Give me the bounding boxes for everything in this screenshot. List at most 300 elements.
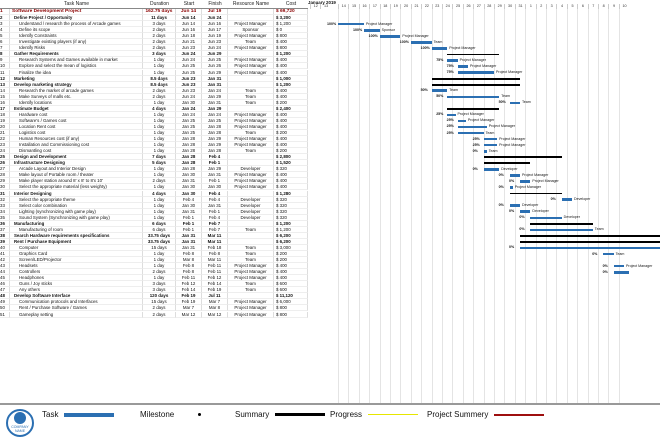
- task-cell: Logistics cost: [10, 130, 143, 136]
- grid-line: [504, 9, 505, 404]
- resource-label: Developer: [574, 197, 591, 202]
- day-label: 12: [310, 4, 320, 9]
- finish-cell: Feb 4: [202, 197, 228, 203]
- id-cell: 45: [0, 275, 10, 281]
- start-cell: Mar 8: [176, 257, 202, 263]
- day-label: 16: [359, 4, 369, 9]
- task-bar[interactable]: [520, 180, 530, 183]
- cost-cell: $ 600: [274, 281, 308, 287]
- start-cell: Jan 30: [176, 172, 202, 178]
- task-bar[interactable]: [603, 253, 613, 256]
- cost-cell: $ 800: [274, 33, 308, 39]
- task-bar[interactable]: [338, 23, 364, 26]
- grid-line: [432, 9, 433, 404]
- task-bar[interactable]: [458, 132, 484, 135]
- duration-cell: 2 days: [143, 33, 176, 39]
- company-logo: [6, 409, 34, 437]
- finish-cell: Feb 18: [202, 245, 228, 251]
- finish-cell: Feb 4: [202, 215, 228, 221]
- cost-cell: $ 200: [274, 148, 308, 154]
- resource-cell: Project Manager: [228, 184, 274, 190]
- cost-cell: $ 320: [274, 166, 308, 172]
- summary-bar[interactable]: [432, 84, 520, 86]
- id-cell: 48: [0, 293, 10, 299]
- resource-label: Team: [522, 100, 531, 105]
- task-cell: Select color combination: [10, 203, 143, 209]
- cost-cell: $ 6,000: [274, 299, 308, 305]
- grid-line: [588, 9, 589, 404]
- task-cell: Graphics Card: [10, 251, 143, 257]
- resource-cell: Team: [228, 227, 274, 233]
- task-header[interactable]: Task Name: [10, 0, 143, 9]
- day-label: 14: [338, 4, 348, 9]
- percent-complete-label: 0%: [509, 245, 515, 250]
- duration-cell: 6 days: [143, 227, 176, 233]
- duration-cell: 3 days: [143, 287, 176, 293]
- id-cell: 32: [0, 197, 10, 203]
- summary-bar[interactable]: [447, 54, 499, 56]
- task-bar[interactable]: [614, 271, 630, 274]
- percent-complete-label: 75%: [446, 63, 454, 68]
- id-cell: 35: [0, 215, 10, 221]
- task-bar[interactable]: [520, 247, 660, 250]
- percent-complete-label: 0%: [509, 178, 515, 183]
- task-bar[interactable]: [447, 59, 457, 62]
- percent-complete-label: 100%: [327, 21, 337, 26]
- resource-label: Developer: [501, 166, 518, 171]
- finish-cell: Jun 17: [202, 27, 228, 33]
- percent-complete-label: 0%: [498, 172, 504, 177]
- resource-label: Project Manager: [457, 112, 484, 117]
- cost-cell: $ 200: [274, 130, 308, 136]
- grid-line: [390, 9, 391, 404]
- percent-complete-label: 0%: [472, 166, 478, 171]
- duration-cell: 1 day: [143, 142, 176, 148]
- resource-cell: Team: [228, 39, 274, 45]
- day-label: 20: [400, 4, 410, 9]
- cost-cell: $ 1,200: [274, 21, 308, 27]
- task-bar[interactable]: [411, 41, 432, 44]
- start-cell: Jun 23: [176, 88, 202, 94]
- start-cell: Jun 18: [176, 33, 202, 39]
- cost-cell: $ 1,200: [274, 82, 308, 88]
- legend-item-task: [42, 410, 114, 419]
- resource-cell: Project Manager: [228, 136, 274, 142]
- resource-cell: Project Manager: [228, 312, 274, 318]
- resource-label: Project Manager: [366, 21, 393, 26]
- duration-cell: 1 day: [143, 63, 176, 69]
- grid-line: [348, 9, 349, 404]
- finish-cell: Feb 8: [202, 251, 228, 257]
- gantt-timeline: [308, 0, 660, 404]
- finish-cell: Mar 11: [202, 257, 228, 263]
- day-label: 30: [504, 4, 514, 9]
- resource-label: Project Manager: [499, 142, 526, 147]
- legend-swatch: [368, 414, 418, 415]
- duration-cell: 1 day: [143, 148, 176, 154]
- finish-cell: Jan 24: [202, 112, 228, 118]
- task-bar[interactable]: [484, 150, 487, 153]
- grid-line: [380, 9, 381, 404]
- task-bar[interactable]: [458, 126, 487, 129]
- cost-cell: $ 1,200: [274, 227, 308, 233]
- id-cell: 22: [0, 136, 10, 142]
- duration-cell: 1 day: [143, 57, 176, 63]
- duration-cell: 3 days: [143, 281, 176, 287]
- finish-cell: Jun 26: [202, 63, 228, 69]
- summary-bar[interactable]: [484, 162, 531, 164]
- summary-bar[interactable]: [510, 193, 562, 195]
- start-cell: Jun 21: [176, 39, 202, 45]
- percent-complete-label: 25%: [436, 112, 444, 117]
- task-cell: Lighting (synchronizing with game play): [10, 209, 143, 215]
- task-cell: Rent / Purchase Equipment: [10, 239, 143, 245]
- duration-cell: 162.75 days: [143, 9, 176, 15]
- summary-bar[interactable]: [484, 156, 562, 158]
- percent-complete-label: 0%: [602, 263, 608, 268]
- task-bar[interactable]: [458, 65, 468, 68]
- duration-cell: 1 day: [143, 130, 176, 136]
- id-cell: 12: [0, 76, 10, 82]
- finish-cell: Mar 12: [202, 312, 228, 318]
- task-cell: Make Surveys of malls etc.: [10, 94, 143, 100]
- finish-cell: Jan 29: [202, 142, 228, 148]
- finish-cell: Jan 24: [202, 88, 228, 94]
- resource-cell: Team: [228, 245, 274, 251]
- task-cell: Make player station around 8' x 8' to 8'x 10': [10, 178, 143, 184]
- finish-cell: Jan 29: [202, 166, 228, 172]
- summary-bar[interactable]: [520, 241, 660, 243]
- resource-cell: Project Manager: [228, 70, 274, 76]
- task-cell: Computer: [10, 245, 143, 251]
- id-cell: 51: [0, 312, 10, 318]
- id-cell: 16: [0, 100, 10, 106]
- task-bar[interactable]: [458, 71, 494, 74]
- duration-cell: 1 day: [143, 172, 176, 178]
- start-cell: Jan 24: [176, 106, 202, 112]
- task-cell: Guns / Joy sticks: [10, 281, 143, 287]
- resource-cell: Developer: [228, 166, 274, 172]
- start-cell: Feb 19: [176, 299, 202, 305]
- id-cell: 43: [0, 263, 10, 269]
- resource-label: Developer: [563, 215, 580, 220]
- duration-cell: 1 day: [143, 166, 176, 172]
- resource-label: Team: [594, 227, 604, 232]
- duration-cell: 7 days: [143, 154, 176, 160]
- task-bar[interactable]: [510, 186, 513, 189]
- task-bar[interactable]: [510, 174, 520, 177]
- task-bar[interactable]: [562, 198, 572, 201]
- duration-cell: 1 day: [143, 197, 176, 203]
- finish-cell: Jun 16: [202, 21, 228, 27]
- resource-cell: Team: [228, 88, 274, 94]
- start-cell: Jun 25: [176, 70, 202, 76]
- duration-cell: 2 days: [143, 45, 176, 51]
- task-cell: Communication protocols and Interfaces: [10, 299, 143, 305]
- duration-cell: 6 days: [143, 221, 176, 227]
- start-cell: Jun 25: [176, 63, 202, 69]
- legend-item-milestone: [140, 410, 201, 419]
- finish-cell: Jun 24: [202, 45, 228, 51]
- cost-cell: $ 0: [274, 27, 308, 33]
- id-cell: 3: [0, 21, 10, 27]
- duration-cell: 4 days: [143, 106, 176, 112]
- percent-complete-label: 0%: [509, 209, 515, 214]
- duration-cell: 2 days: [143, 178, 176, 184]
- task-cell: Software Development Project: [10, 9, 143, 15]
- grid-line: [556, 9, 557, 404]
- duration-cell: 120 days: [143, 293, 176, 299]
- task-cell: Research Systems and Games available in market: [10, 57, 143, 63]
- finish-cell: Jan 31: [202, 82, 228, 88]
- duration-cell: 1 day: [143, 136, 176, 142]
- finish-header[interactable]: Finish: [202, 0, 228, 9]
- cost-cell: $ 800: [274, 305, 308, 311]
- finish-cell: Feb 1: [202, 160, 228, 166]
- day-label: 17: [369, 4, 379, 9]
- id-cell: 25: [0, 154, 10, 160]
- start-cell: Jan 25: [176, 130, 202, 136]
- cost-cell: $ 400: [274, 112, 308, 118]
- legend-bar: [0, 404, 660, 440]
- start-cell: Jun 24: [176, 94, 202, 100]
- duration-header[interactable]: Duration: [143, 0, 176, 9]
- cost-cell: $ 400: [274, 70, 308, 76]
- day-label: 27: [473, 4, 483, 9]
- id-cell: 40: [0, 245, 10, 251]
- resource-cell: Project Manager: [228, 275, 274, 281]
- id-cell: 37: [0, 227, 10, 233]
- finish-cell: Jan 31: [202, 100, 228, 106]
- resource-cell: Developer: [228, 209, 274, 215]
- start-cell: Jan 24: [176, 112, 202, 118]
- resource-cell: Project Manager: [228, 112, 274, 118]
- resource-label: Project Manager: [626, 263, 653, 268]
- id-cell: 6: [0, 39, 10, 45]
- id-cell: 11: [0, 70, 10, 76]
- legend-swatch: [275, 413, 325, 416]
- resource-cell: Project Manager: [228, 118, 274, 124]
- id-cell: 14: [0, 88, 10, 94]
- task-cell: Select the appropriate material (less weighty): [10, 184, 143, 190]
- day-label: 15: [348, 4, 358, 9]
- id-cell: 34: [0, 209, 10, 215]
- cost-cell: $ 400: [274, 57, 308, 63]
- summary-bar[interactable]: [530, 223, 592, 225]
- resource-label: Team: [433, 39, 443, 44]
- start-cell: Jan 30: [176, 184, 202, 190]
- resource-label: Project Manager: [514, 184, 542, 189]
- percent-complete-label: 25%: [446, 130, 454, 135]
- finish-cell: Feb 11: [202, 263, 228, 269]
- id-cell: 23: [0, 142, 10, 148]
- cost-header[interactable]: Cost: [274, 0, 308, 9]
- resource-label: Developer: [532, 209, 549, 214]
- day-label: 10: [619, 4, 629, 9]
- task-bar[interactable]: [530, 217, 561, 220]
- resource-label: Project Manager: [402, 33, 429, 38]
- finish-cell: Mar 8: [202, 305, 228, 311]
- month-label: January 2019: [308, 0, 336, 5]
- start-cell: Jun 14: [176, 21, 202, 27]
- summary-bar[interactable]: [520, 235, 660, 237]
- id-cell: 38: [0, 233, 10, 239]
- grid-line: [442, 9, 443, 404]
- id-cell: 41: [0, 251, 10, 257]
- finish-cell: Mar 11: [202, 239, 228, 245]
- task-bar[interactable]: [484, 144, 498, 147]
- duration-cell: 1 day: [143, 124, 176, 130]
- task-bar[interactable]: [432, 89, 448, 92]
- duration-cell: 1 day: [143, 70, 176, 76]
- finish-cell: Jul 11: [202, 293, 228, 299]
- duration-cell: 3 days: [143, 51, 176, 57]
- id-cell: 26: [0, 160, 10, 166]
- start-cell: Jan 31: [176, 239, 202, 245]
- task-bar[interactable]: [484, 138, 498, 141]
- start-cell: Feb 8: [176, 269, 202, 275]
- grid-line: [463, 9, 464, 404]
- duration-cell: 11 days: [143, 15, 176, 21]
- cost-cell: $ 400: [274, 94, 308, 100]
- finish-cell: Mar 7: [202, 299, 228, 305]
- legend-swatch: [494, 414, 544, 416]
- cost-cell: $ 200: [274, 251, 308, 257]
- duration-cell: 2 days: [143, 88, 176, 94]
- grid-line: [608, 9, 609, 404]
- summary-bar[interactable]: [432, 78, 520, 80]
- task-bar[interactable]: [484, 168, 500, 171]
- task-cell: Any others: [10, 287, 143, 293]
- finish-cell: Jan 25: [202, 118, 228, 124]
- start-cell: Feb 8: [176, 263, 202, 269]
- resource-label: Project Manager: [459, 57, 486, 62]
- duration-cell: 15 days: [143, 299, 176, 305]
- cost-cell: $ 1,280: [274, 191, 308, 197]
- id-cell: 21: [0, 130, 10, 136]
- id-cell: 10: [0, 63, 10, 69]
- grid-line: [411, 9, 412, 404]
- id-cell: 2: [0, 15, 10, 21]
- resource-cell: Team: [228, 287, 274, 293]
- resource-cell: Team: [228, 100, 274, 106]
- resource-cell: Project Manager: [228, 57, 274, 63]
- start-cell: Jan 28: [176, 160, 202, 166]
- id-cell: 4: [0, 27, 10, 33]
- finish-cell: Feb 1: [202, 209, 228, 215]
- resource-cell: Team: [228, 130, 274, 136]
- resource-cell: Project Manager: [228, 178, 274, 184]
- finish-cell: Jan 31: [202, 203, 228, 209]
- resource-header[interactable]: Resource Name: [228, 0, 274, 9]
- task-bar[interactable]: [510, 102, 520, 105]
- task-cell: Identify Constraints: [10, 33, 143, 39]
- start-cell: Jun 24: [176, 57, 202, 63]
- start-cell: Jan 30: [176, 203, 202, 209]
- task-bar[interactable]: [447, 114, 455, 117]
- resource-cell: Team: [228, 94, 274, 100]
- summary-bar[interactable]: [447, 108, 499, 110]
- duration-cell: 1 day: [143, 209, 176, 215]
- task-cell: Software's / Games cost: [10, 118, 143, 124]
- day-label: 6: [577, 4, 587, 9]
- legend-swatch: [198, 413, 201, 416]
- task-bar[interactable]: [432, 47, 448, 50]
- task-bar[interactable]: [380, 35, 401, 38]
- finish-cell: Feb 4: [202, 154, 228, 160]
- resource-label: Team: [488, 148, 498, 153]
- duration-cell: 4 days: [143, 191, 176, 197]
- id-cell: 24: [0, 148, 10, 154]
- duration-cell: 8.5 days: [143, 76, 176, 82]
- start-cell: Jun 14: [176, 15, 202, 21]
- percent-complete-label: 0%: [592, 251, 598, 256]
- task-cell: Identify Risks: [10, 45, 143, 51]
- day-label: 29: [494, 4, 504, 9]
- start-cell: Feb 1: [176, 221, 202, 227]
- task-cell: Define Project / Opportunity: [10, 15, 143, 21]
- task-bar[interactable]: [447, 96, 499, 99]
- task-bar[interactable]: [614, 265, 624, 268]
- id-cell: 13: [0, 82, 10, 88]
- start-cell: Feb 8: [176, 251, 202, 257]
- finish-cell: Jun 19: [202, 33, 228, 39]
- task-cell: Headphones: [10, 275, 143, 281]
- task-bar[interactable]: [510, 204, 520, 207]
- task-bar[interactable]: [530, 229, 592, 232]
- grid-line: [421, 9, 422, 404]
- day-label: 25: [452, 4, 462, 9]
- start-header[interactable]: Start: [176, 0, 202, 9]
- id-cell: 31: [0, 191, 10, 197]
- task-bar[interactable]: [520, 210, 530, 213]
- id-cell: 36: [0, 221, 10, 227]
- duration-cell: 33.75 days: [143, 233, 176, 239]
- resource-label: Project Manager: [449, 45, 476, 50]
- task-cell: Arcade Layout and Interior Design: [10, 166, 143, 172]
- cost-cell: $ 400: [274, 118, 308, 124]
- finish-cell: Feb 7: [202, 227, 228, 233]
- start-cell: Jan 28: [176, 148, 202, 154]
- duration-cell: 1 day: [143, 257, 176, 263]
- duration-cell: 1 day: [143, 100, 176, 106]
- start-cell: Jun 23: [176, 76, 202, 82]
- percent-complete-label: 100%: [399, 39, 409, 44]
- id-cell: 7: [0, 45, 10, 51]
- task-cell: Develop Software Interface: [10, 293, 143, 299]
- day-label: 8: [598, 4, 608, 9]
- duration-cell: 3 days: [143, 21, 176, 27]
- resource-cell: Project Manager: [228, 124, 274, 130]
- start-cell: Feb 1: [176, 215, 202, 221]
- day-label: 1: [525, 4, 535, 9]
- legend-item-summary: [235, 410, 325, 419]
- start-cell: Mar 7: [176, 305, 202, 311]
- start-cell: Jan 30: [176, 191, 202, 197]
- resource-cell: Team: [228, 251, 274, 257]
- start-cell: Jan 28: [176, 136, 202, 142]
- id-cell: 5: [0, 33, 10, 39]
- task-bar[interactable]: [458, 120, 466, 123]
- legend-label: Summary: [235, 410, 270, 419]
- day-label: 5: [567, 4, 577, 9]
- percent-complete-label: 50%: [498, 100, 506, 105]
- finish-cell: Jan 28: [202, 124, 228, 130]
- resource-cell: Team: [228, 281, 274, 287]
- start-cell: Jun 24: [176, 51, 202, 57]
- task-bar[interactable]: [364, 29, 380, 32]
- task-cell: Location Rent cost: [10, 124, 143, 130]
